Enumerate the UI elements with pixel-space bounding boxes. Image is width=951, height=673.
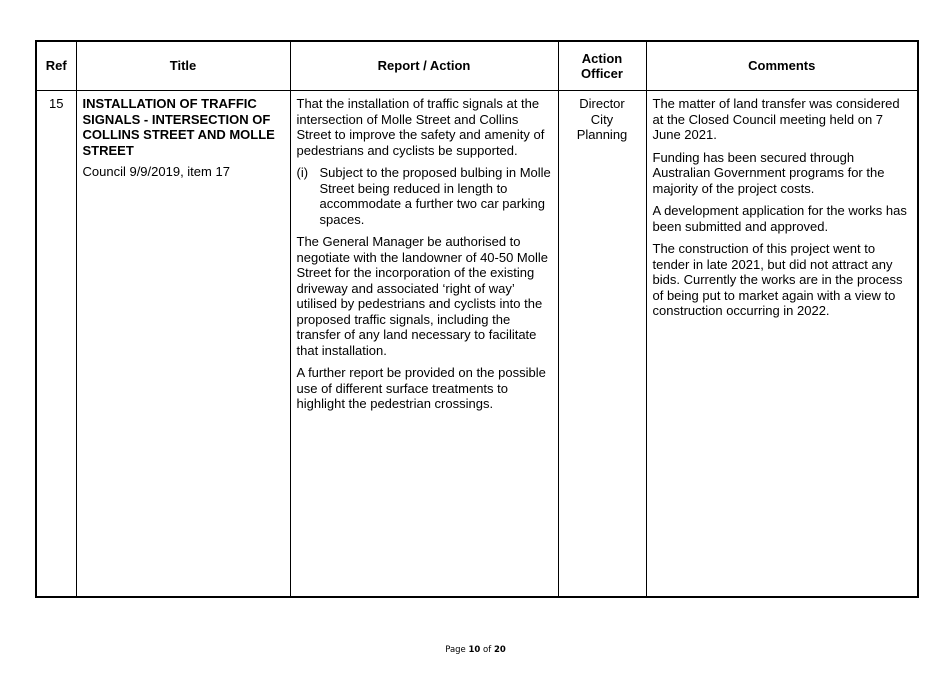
report-paragraph: The General Manager be authorised to negotiate with the landowner of 40-50 Molle Street for the incorporation of the existing driveway and associated ‘right of way’ utilised by pedestrians and cyclists into the proposed traffic signals, including the transfer of any land necessary to facilitate that installation. [296,234,548,358]
sub-item-text: Subject to the proposed bulbing in Molle Street being reduced in length to accommodate a further two car parking spaces. [319,165,551,227]
cell-action-officer [558,91,646,598]
cell-comments [646,91,918,598]
of-label: of [483,645,492,655]
officer-line: City [590,111,614,127]
header-ref: Ref [36,41,76,91]
table-row [36,91,918,598]
report-paragraph: A further report be provided on the possible use of different surface treatments to highlight the pedestrian crossings. [296,365,546,411]
page-footer [0,645,951,655]
comment-paragraph: Funding has been secured through Australian Government programs for the majority of the project costs. [652,149,885,196]
cell-title [76,91,290,598]
item-title: INSTALLATION OF TRAFFIC SIGNALS - INTERSECTION OF COLLINS STREET AND MOLLE STREET [82,96,275,158]
cell-report-action [290,91,558,598]
report-sub-item [297,165,552,227]
header-comments: Comments [646,41,918,91]
comment-paragraph: A development application for the works has been submitted and approved. [652,203,907,234]
header-action-officer: Action Officer [558,41,646,91]
meeting-reference: Council 9/9/2019, item 17 [82,164,230,179]
page-label: Page [445,645,466,655]
action-report-table [35,40,919,598]
comment-paragraph: The construction of this project went to tender in late 2021, but did not attract any bids. Currently the works are in the process of being put to market again with a view to construction occurring in 2022. [652,241,903,318]
officer-line: Director [579,96,625,111]
header-report-action: Report / Action [290,41,558,91]
cell-ref: 15 [36,91,76,598]
officer-line: Planning [576,127,628,142]
header-title: Title [76,41,290,91]
current-page-number: 10 [468,645,481,655]
comment-paragraph: The matter of land transfer was considered at the Closed Council meeting held on 7 June 2021. [652,96,900,142]
sub-item-number: (i) [296,165,309,180]
table-header-row [36,41,918,91]
total-pages-number: 20 [493,645,506,655]
report-paragraph: That the installation of traffic signals at the intersection of Molle Street and Collins Street to improve the safety and amenity of pedestrians and cyclists be supported. [296,96,545,158]
